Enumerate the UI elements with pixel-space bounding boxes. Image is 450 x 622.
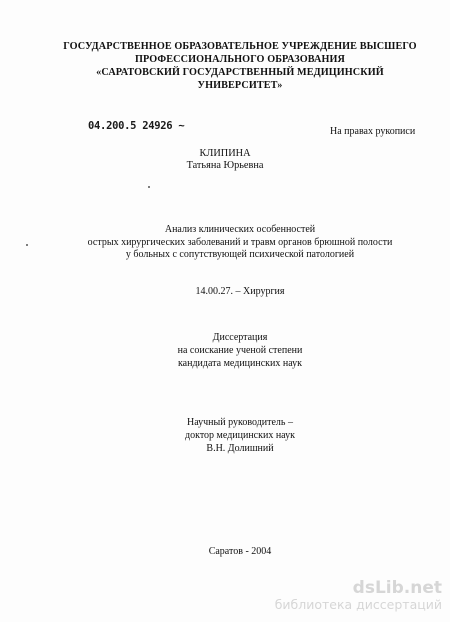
registration-stamp-number: 04.200.5 24926 ~ xyxy=(88,120,185,132)
degree-block xyxy=(40,331,440,370)
author-surname: КЛИПИНА xyxy=(199,148,251,159)
supervisor-line-3: В.Н. Долишний xyxy=(206,443,274,454)
title-line-3: у больных с сопутствующей психической патологией xyxy=(125,249,355,260)
watermark-tagline: библиотека диссертаций xyxy=(274,597,442,612)
author-name: Татьяна Юрьевна xyxy=(186,160,264,171)
supervisor-block xyxy=(40,416,440,455)
institution-line-4: УНИВЕРСИТЕТ» xyxy=(197,80,283,91)
supervisor-line-1: Научный руководитель – xyxy=(187,417,293,428)
specialty-code: 14.00.27. – Хирургия xyxy=(195,286,285,297)
watermark xyxy=(275,579,442,612)
title-line-1: Анализ клинических особенностей xyxy=(164,224,316,235)
scan-speck xyxy=(26,244,28,246)
scan-speck xyxy=(148,186,150,188)
rights-note: На правах рукописи xyxy=(330,126,416,137)
author-block xyxy=(150,148,300,172)
institution-line-1: ГОСУДАРСТВЕННОЕ ОБРАЗОВАТЕЛЬНОЕ УЧРЕЖДЕНИЕ ВЫСШЕГО xyxy=(63,41,417,52)
institution-header xyxy=(40,40,440,92)
degree-line-2: на соискание ученой степени xyxy=(177,345,303,356)
degree-line-3: кандидата медицинских наук xyxy=(177,358,303,369)
dissertation-title xyxy=(40,224,440,262)
city-year: Саратов - 2004 xyxy=(208,546,272,557)
watermark-logo: dsLib.net xyxy=(352,578,442,598)
degree-line-1: Диссертация xyxy=(212,332,268,343)
supervisor-line-2: доктор медицинских наук xyxy=(185,430,295,441)
title-line-2: острых хирургических заболеваний и травм органов брюшной полости xyxy=(87,236,393,248)
institution-line-2: ПРОФЕССИОНАЛЬНОГО ОБРАЗОВАНИЯ xyxy=(135,54,345,65)
institution-line-3: «САРАТОВСКИЙ ГОСУДАРСТВЕННЫЙ МЕДИЦИНСКИЙ xyxy=(96,67,384,78)
